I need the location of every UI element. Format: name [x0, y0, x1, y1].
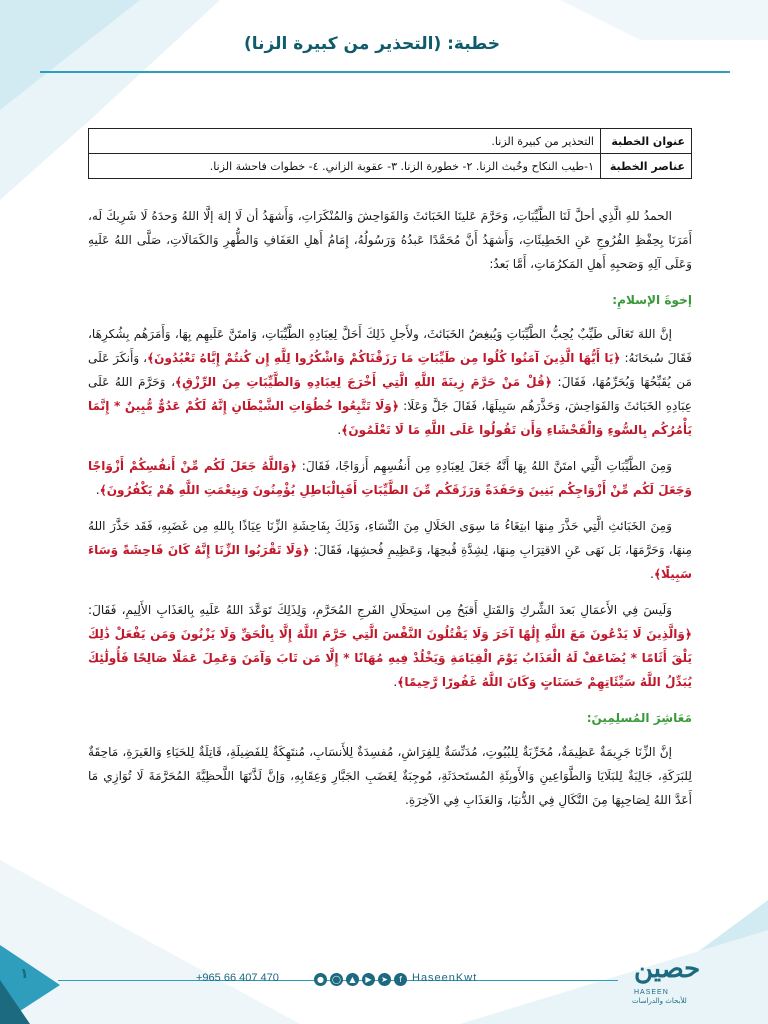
- logo-english: HASEEN: [634, 989, 669, 996]
- paragraph-text: وَلَيسَ فِي الأَعمَالِ بَعدَ الشِّركِ وَالقَتلِ أَقبَحُ مِن استِحلَالِ الفَرجِ المُحَرَّمِ، وَلِذَلِكَ تَوَعَّدَ اللهُ عَلَيهِ بِالعَذَابِ الأَلِيمِ، فَقَالَ:: [88, 603, 672, 617]
- table-key-elements: عناصر الخطبة: [601, 154, 692, 179]
- sermon-info-table: [88, 128, 692, 179]
- paragraph-1: [88, 322, 692, 442]
- quran-verse: ﴿يَا أَيُّهَا الَّذِينَ آمَنُوا كُلُوا مِن طَيِّبَاتِ مَا رَزَقْنَاكُمْ وَاشْكُرُوا لِلَّهِ إِن كُنتُمْ إِيَّاهُ تَعْبُدُونَ﴾: [147, 351, 621, 365]
- youtube-icon: ▶: [362, 973, 375, 986]
- twitter-icon: ▲: [346, 973, 359, 986]
- social-handle: HaseenKwt: [412, 972, 478, 984]
- page-number: ١: [20, 966, 29, 982]
- instagram-icon: ◯: [330, 973, 343, 986]
- paragraph-text: .: [337, 423, 342, 437]
- page-footer: [0, 940, 768, 1024]
- snapchat-icon: ●: [314, 973, 327, 986]
- table-value-title: التحذير من كبيرة الزنا.: [89, 129, 601, 154]
- paragraph-text: وَمِنَ الطَّيِّبَاتِ الَّتِي امتَنَّ اللهُ بِهَا أَنَّهُ جَعَلَ لِعِبَادِهِ مِن أَنفُسِهِم أَزوَاجًا، فَقَالَ:: [297, 459, 672, 473]
- header-divider: [40, 71, 730, 73]
- quran-verse: ﴿وَلَا تَتَّبِعُوا خُطُوَاتِ الشَّيْطَانِ إِنَّهُ لَكُمْ عَدُوٌّ مُّبِينٌ * إِنَّمَا يَأْمُرُكُم بِالسُّوءِ وَالْفَحْشَاءِ وَأَن تَقُولُوا عَلَى اللَّهِ مَا لَا تَعْلَمُونَ﴾: [88, 399, 692, 437]
- table-row: [89, 129, 692, 154]
- logo-subtitle: للأبحاث والدراسات: [632, 997, 687, 1005]
- page-header: [0, 0, 768, 80]
- table-key-title: عنوان الخطبة: [601, 129, 692, 154]
- quran-verse: ﴿وَلَا تَقْرَبُوا الزِّنَا إِنَّهُ كَانَ فَاحِشَةً وَسَاءَ سَبِيلًا﴾: [88, 543, 692, 581]
- paragraph-5: إنَّ الزِّنَا جَرِيمَةٌ عَظِيمَةٌ، مُخَرِّبَةٌ لِلبُيُوتِ، مُدَنِّسَةٌ لِلفِرَاشِ، مُفسِدَةٌ لِلأَنسَابِ، مُنتَهِكَةٌ لِلفَضِيلَةِ، قَاتِلَةٌ لِلحَيَاءِ وَالغَيرَةِ، مَاحِقَةٌ لِلبَرَكَةِ، جَالِبَةٌ لِلبَلَايَا وَالطَّوَاعِينِ وَالأَوبِئَةِ المُستَحدَثَةِ، مُوجِبَةٌ لِغَضَبِ الجَبَّارِ وَعِقَابِهِ، وَإنَّ لَذَّتَهَا اللَّحظِيَّةَ المُحَرَّمَةَ لَا تُوَازِي مَا أَعَدَّ اللهُ لِصَاحِبِهَا مِنَ النَّكَالِ فِي الدُّنيَا، وَالعَذَابِ فِي الآخِرَةِ.: [88, 745, 692, 807]
- quran-verse: ﴿قُلْ مَنْ حَرَّمَ زِينَةَ اللَّهِ الَّتِي أَخْرَجَ لِعِبَادِهِ وَالطَّيِّبَاتِ مِنَ الرِّزْقِ﴾: [175, 375, 552, 389]
- section-heading-muslims: مَعَاشِرَ المُسلِمِينَ:: [586, 711, 692, 725]
- paragraph-text: إنَّ اللهَ تَعَالَى طَيِّبٌ يُحِبُّ الطَّيِّبَاتِ وَيُبغِضُ الخَبَائثَ، ولأَجلِ ذَلِكَ أَحَلَّ لِعِبَادِهِ الطَّيِّبَاتِ، وَامتَنَّ عَلَيهِم بِهَا، وَأَمَرَهُم بِشُكرِهَا، فَقَالَ سُبحَانَهُ:: [88, 327, 693, 365]
- table-value-elements: ١-طيب النكاح وخُبث الزنا. ٢- خطورة الزنا. ٣- عقوبة الزاني. ٤- خطوات فاحشة الزنا.: [89, 154, 601, 179]
- page-title: خطبة: (التحذير من كبيرة الزنا): [243, 34, 500, 54]
- intro-paragraph: الحمدُ للهِ الَّذِي أحلَّ لَنَا الطَّيِّبَاتِ، وَحَرَّمَ عَلينَا الخَبَائثَ وَالفَوَاحِشَ وَالمُنْكَرَاتِ، وَأَشهَدُ أن لَا إلهَ إلَّا اللهُ وَحدَهُ لَا شَرِيكَ لَه، أَمَرَنَا بِحِفْظِ الفُرُوجِ عَنِ الخَطِيئَاتِ، وَأَشهَدُ أَنَّ مُحَمَّدًا عَبدُهُ وَرَسُولُهُ، إِمَامُ أَهلِ العَفَافِ وَالطُّهرِ وَالكَمَالَاتِ، صَلَّى اللهُ عَلَيهِ وَعَلَى آلِهِ وَصَحبِهِ أَهلِ المَكرُمَاتِ، أَمَّا بَعدُ:: [88, 209, 692, 271]
- quran-verse: ﴿وَاللَّهُ جَعَلَ لَكُم مِّنْ أَنفُسِكُمْ أَزْوَاجًا وَجَعَلَ لَكُم مِّنْ أَزْوَاجِكُم بَنِينَ وَحَفَدَةً وَرَزَقَكُم مِّنَ الطَّيِّبَاتِ أَفَبِالْبَاطِلِ يُؤْمِنُونَ وَبِنِعْمَتِ اللَّهِ هُمْ يَكْفُرُونَ﴾: [88, 459, 692, 497]
- section-heading-brothers: إخوةَ الإسلامِ:: [612, 293, 692, 307]
- paragraph-4: [88, 598, 692, 694]
- paragraph-text: .: [393, 675, 398, 689]
- logo-arabic: حصين: [634, 954, 701, 984]
- sermon-body: [88, 204, 692, 824]
- paragraph-2: [88, 454, 692, 502]
- paragraph-text: .: [650, 567, 654, 581]
- paragraph-text: ، وَأَنكَرَ عَلَى مَن يُقَبِّحُهَا وَيُحَرِّمُهَا، فَقَالَ:: [88, 351, 692, 389]
- telegram-icon: ➤: [378, 973, 391, 986]
- paragraph-3: [88, 514, 692, 586]
- paragraph-text: .: [95, 483, 100, 497]
- phone-number: +965 66 407 470: [196, 972, 279, 984]
- paragraph-text: وَمِنَ الخَبَائثِ الَّتِي حَذَّرَ مِنهَا ابتِغَاءُ مَا سِوَى الحَلَالِ مِنَ النِّسَاءِ، وَذَلِكَ بِفَاحِشَةِ الزِّنَا عِيَاذًا بِاللهِ مِن غَضَبِهِ، فَقَد حَذَّرَ اللهُ مِنهَا، وَحَرَّمَهَا، بَل نَهَى عَنِ الاقتِرَابِ مِنهَا، لِشِدَّةِ قُبحِهَا، وَعَظِيمِ فُحشِهَا، فَقَالَ:: [88, 519, 692, 557]
- table-row: [89, 154, 692, 179]
- social-icons: [314, 973, 407, 986]
- quran-verse: ﴿وَالَّذِينَ لَا يَدْعُونَ مَعَ اللَّهِ إِلَٰهًا آخَرَ وَلَا يَقْتُلُونَ النَّفْسَ الَّتِي حَرَّمَ اللَّهُ إِلَّا بِالْحَقِّ وَلَا يَزْنُونَ وَمَن يَفْعَلْ ذَٰلِكَ يَلْقَ أَثَامًا * يُضَاعَفْ لَهُ الْعَذَابُ يَوْمَ الْقِيَامَةِ وَيَخْلُدْ فِيهِ مُهَانًا * إِلَّا مَن تَابَ وَآمَنَ وَعَمِلَ عَمَلًا صَالِحًا فَأُولَٰئِكَ يُبَدِّلُ اللَّهُ سَيِّئَاتِهِمْ حَسَنَاتٍ وَكَانَ اللَّهُ غَفُورًا رَّحِيمًا﴾: [88, 627, 692, 689]
- haseen-logo: [620, 952, 710, 1012]
- facebook-icon: f: [394, 973, 407, 986]
- paragraph-text: ، وَحَرَّمَ اللهُ عَلَى عِبَادِهِ الخَبَائثَ وَالفَوَاحِشَ، وَحَذَّرَهُم سَبِيلَهَا، فَقَالَ جَلَّ وَعَلَا:: [88, 375, 692, 413]
